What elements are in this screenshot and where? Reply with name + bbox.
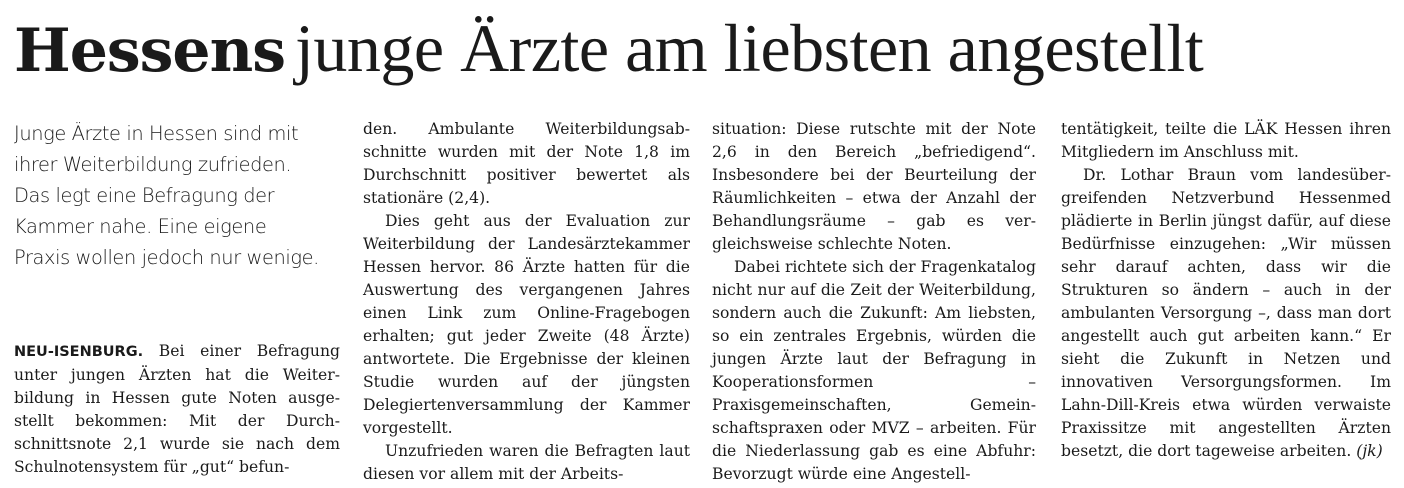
body-paragraph: [14, 340, 340, 479]
body-paragraph: tentätigkeit, teilte die LÄK Hessen ihren Mitgliedern im Anschluss mit.: [1061, 120, 1391, 161]
headline-rest: junge Ärzte am liebsten angestellt: [295, 10, 1204, 86]
headline-bold: Hessens: [14, 16, 285, 86]
headline: [14, 6, 1394, 93]
body-paragraph: situation: Diese rutschte mit der Note 2,6 in den Bereich „befriedigend“. Insbesondere bei der Beurteilung der Räumlichkeiten – etwa der Anzahl der Behandlungsräume – gab es vergleichsweise schlechte Noten.: [712, 120, 1036, 253]
author-signature: (jk): [1356, 442, 1383, 460]
lead-paragraph: Junge Ärzte in Hessen sind mit ihrer Weiterbildung zufrieden. Das legt eine Befragung der Kammer nahe. Eine eigene Praxis wollen jedoch nur wenige.: [14, 122, 319, 269]
body-text: Dr. Lothar Braun vom landesübergreifenden Netzverbund Hessenmed plädierte in Berlin jüngst dafür, auf diese Bedürfnisse einzugehen: „Wir müssen sehr darauf achten, dass wir die Strukturen so ändern – auch in der ambulanten Versorgung –, dass man dort angestellt auch gut arbeiten kann.“ Er sieht die Zukunft in Netzen und innovativen Versorgungsformen. Im Lahn-Dill-Kreis etwa würden verwaiste Praxissitze mit angestellten Ärzten besetzt, die dort tageweise arbeiten.: [1061, 166, 1391, 460]
body-paragraph: [1061, 164, 1391, 463]
dateline: NEU-ISENBURG.: [14, 344, 144, 360]
body-paragraph: den. Ambulante Weiterbildungsabschnitte wurden mit der Note 1,8 im Durchschnitt positiver bewertet als stationäre (2,4).: [363, 120, 690, 207]
article-column-2: [363, 118, 690, 486]
article-column-3: [712, 118, 1036, 486]
article-column-4: [1061, 118, 1391, 463]
body-paragraph: Dabei richtete sich der Fragenkatalog nicht nur auf die Zeit der Weiterbildung, sondern auch die Zukunft: Am liebsten, so ein zentrales Ergebnis, würden die jungen Ärzte laut der Befragung in Kooperationsformen – Praxisgemeinschaften, Gemeinschaftspraxen oder MVZ – arbeiten. Für die Niederlassung gab es eine Abfuhr: Bevorzugt würde eine Angestell-: [712, 258, 1036, 483]
body-paragraph: Dies geht aus der Evaluation zur Weiterbildung der Landesärztekammer Hessen hervor. 86 Ärzte hatten für die Auswertung des vergangenen Jahres einen Link zum Online-Fragebogen erhalten; gut jeder Zweite (48 Ärzte) antwortete. Die Ergebnisse der kleinen Studie wurden auf der jüngsten Delegiertenversammlung der Kammer vorgestellt.: [363, 212, 690, 437]
body-text: Bei einer Befragung unter jungen Ärzten hat die Weiterbildung in Hessen gute Noten ausgestellt bekommen: Mit der Durchschnittsnote 2,1 wurde sie nach dem Schulnotensystem für „gut“ befun-: [14, 342, 340, 476]
body-paragraph: Unzufrieden waren die Befragten laut diesen vor allem mit der Arbeits-: [363, 442, 690, 483]
article-column-1: [14, 340, 340, 479]
